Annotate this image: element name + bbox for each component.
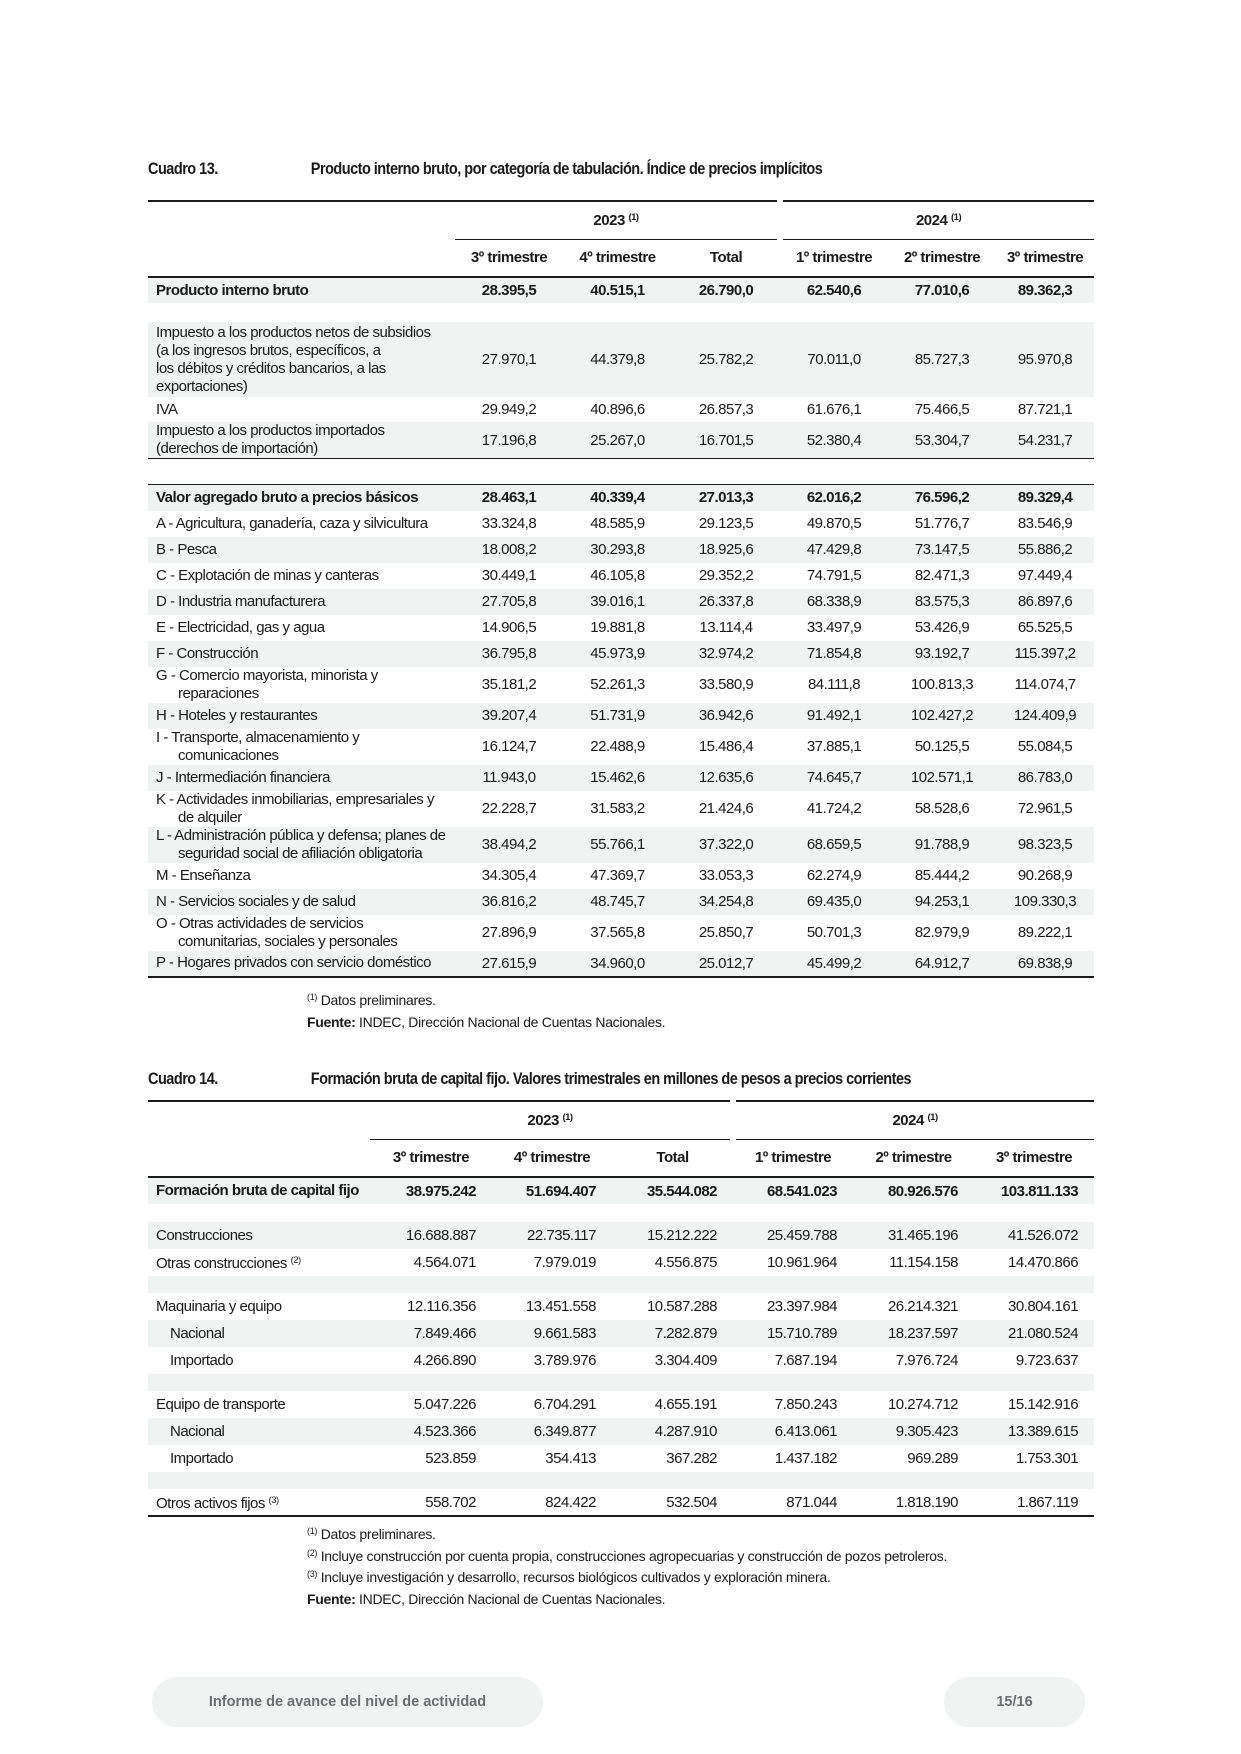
page-number: 15/16	[944, 1677, 1085, 1727]
table-row-iva: IVA 29.949,2 40.896,6 26.857,3 61.676,1 75.466,5 87.721,1	[156, 400, 1073, 418]
value-cell: 41.526.072	[1007, 1227, 1079, 1244]
value-cell: 115.397,2	[1014, 645, 1076, 662]
value-cell: 558.702	[370, 1489, 492, 1516]
value-cell: 9.305.423	[895, 1423, 959, 1440]
cuadro-14-table	[148, 1100, 1094, 1517]
value-cell: 4.564.071	[413, 1254, 476, 1271]
row-label: Formación bruta de capital fijo	[148, 1177, 370, 1204]
col-header: Total	[656, 1149, 689, 1167]
row-label: H - Hoteles y restaurantes	[156, 706, 318, 724]
value-cell: 9.723.637	[1015, 1352, 1079, 1369]
row-label: E - Electricidad, gas y agua	[156, 618, 325, 636]
value-cell: 45.973,9	[590, 645, 645, 662]
value-cell: 3.789.976	[533, 1352, 596, 1369]
spacer-row	[148, 1472, 1094, 1489]
value-cell: 91.492,1	[806, 707, 862, 724]
row-label: B - Pesca	[156, 540, 217, 558]
table-row-tra-nacional	[148, 1418, 1094, 1445]
value-cell: 94.253,1	[914, 893, 970, 910]
value-cell: 13.114,4	[699, 619, 753, 636]
value-cell: 1.437.182	[774, 1450, 838, 1467]
year-2024-header: 2024 $^{(1)}$	[733, 1101, 1094, 1139]
cuadro-14-caption: Formación bruta de capital fijo. Valores trimestrales en millones de pesos a precios corrientes	[310, 1070, 912, 1088]
value-cell: 90.268,9	[1017, 867, 1073, 884]
value-cell: 4.556.875	[654, 1254, 718, 1271]
row-label: N - Servicios sociales y de salud	[156, 892, 356, 910]
value-cell: 4.523.366	[413, 1423, 476, 1440]
value-cell: 10.587.288	[646, 1298, 718, 1315]
value-cell: 69.435,0	[806, 893, 862, 910]
col-header: Total	[709, 249, 743, 267]
table-row-maq-nacional	[148, 1320, 1094, 1347]
value-cell: 39.207,4	[481, 707, 537, 724]
value-cell: 47.369,7	[590, 867, 645, 884]
value-cell: 6.349.877	[533, 1423, 596, 1440]
value-cell: 69.838,9	[996, 951, 1094, 977]
value-cell: 41.724,2	[806, 800, 862, 817]
value-cell: 30.449,1	[481, 567, 537, 584]
value-cell: 26.214.321	[887, 1298, 959, 1315]
table-row	[148, 791, 1094, 827]
value-cell: 48.585,9	[590, 515, 645, 532]
row-label: O - Otras actividades de servicios comunitarias, sociales y personales	[156, 914, 398, 950]
col-header: 3º trimestre	[1006, 249, 1084, 267]
table-row-transporte	[148, 1391, 1094, 1418]
year-2024-header: 2024 $^{(1)}$	[780, 201, 1094, 239]
value-cell: 14.470.866	[1007, 1254, 1079, 1271]
row-label: L - Administración pública y defensa; planes de seguridad social de afiliación obligatoria	[156, 826, 446, 862]
spacer-row	[148, 1276, 1094, 1293]
value-cell: 52.261,3	[590, 676, 645, 693]
table-row	[148, 703, 1094, 729]
value-cell: 33.053,3	[698, 867, 754, 884]
value-cell: 15.212.222	[646, 1227, 718, 1244]
table-row	[148, 511, 1094, 537]
table-row-fbkf	[148, 1177, 1094, 1204]
value-cell: 16.124,7	[481, 738, 537, 755]
table-row	[148, 863, 1094, 889]
value-cell: 22.735.117	[527, 1227, 596, 1244]
value-cell: 51.694.407	[492, 1177, 612, 1204]
row-label: J - Intermediación financiera	[156, 768, 330, 786]
value-cell: 80.926.576	[853, 1177, 974, 1204]
row-label: Importado	[170, 1351, 234, 1369]
value-cell: 34.960,0	[563, 951, 672, 977]
row-label: G - Comercio mayorista, minorista y reparaciones	[156, 666, 378, 702]
row-label: P - Hogares privados con servicio doméstico	[148, 951, 455, 977]
row-label: D - Industria manufacturera	[156, 592, 326, 610]
value-cell: 84.111,8	[807, 676, 861, 693]
row-label: Nacional	[170, 1422, 225, 1440]
value-cell: 64.912,7	[888, 951, 996, 977]
value-cell: 26.337,8	[698, 593, 754, 610]
value-cell: 7.849.466	[413, 1325, 476, 1342]
year-2023-header: 2023 $^{(1)}$	[370, 1101, 733, 1139]
value-cell: 969.289	[907, 1450, 959, 1467]
value-cell: 4.266.890	[413, 1352, 476, 1369]
value-cell: 11.154.158	[889, 1254, 959, 1271]
table-row	[148, 641, 1094, 667]
value-cell: 33.324,8	[481, 515, 537, 532]
table-row-impuestos-netos: Impuesto a los productos netos de subsidios (a los ingresos brutos, específicos, a los débitos y créditos bancarios, a las exportaciones) 27.970,1 44.379,8 25.782,2 70.011,0 85.727,3 95.970,8	[148, 322, 1094, 397]
value-cell: 36.795,8	[481, 645, 537, 662]
col-header: 4º trimestre	[513, 1149, 591, 1167]
row-label: Importado	[170, 1449, 234, 1467]
value-cell: 871.044	[733, 1489, 853, 1516]
row-label: A - Agricultura, ganadería, caza y silvicultura	[156, 514, 428, 532]
value-cell: 7.687.194	[774, 1352, 838, 1369]
value-cell: 27.705,8	[481, 593, 537, 610]
spacer-row	[148, 1374, 1094, 1391]
value-cell: 15.462,6	[590, 769, 645, 786]
value-cell: 14.906,5	[481, 619, 537, 636]
value-cell: 29.123,5	[698, 515, 754, 532]
value-cell: 36.942,6	[698, 707, 754, 724]
value-cell: 73.147,5	[914, 541, 970, 558]
value-cell: 68.338,9	[806, 593, 862, 610]
value-cell: 25.459.788	[766, 1227, 838, 1244]
col-header: 3º trimestre	[470, 249, 548, 267]
value-cell: 5.047.226	[413, 1396, 476, 1413]
cuadro-14-title	[148, 1070, 911, 1089]
footer-report-title: Informe de avance del nivel de actividad	[152, 1677, 543, 1727]
value-cell: 97.449,4	[1017, 567, 1073, 584]
value-cell: 85.444,2	[914, 867, 970, 884]
row-label: Otros activos fijos $^{(3)}$	[148, 1489, 370, 1516]
value-cell: 21.080.524	[1007, 1325, 1079, 1342]
value-cell: 51.776,7	[914, 515, 970, 532]
table-row	[148, 889, 1094, 915]
value-cell: 103.811.133	[974, 1177, 1094, 1204]
value-cell: 7.282.879	[654, 1325, 718, 1342]
value-cell: 37.565,8	[590, 924, 645, 941]
value-cell: 82.471,3	[914, 567, 970, 584]
value-cell: 38.494,2	[481, 836, 537, 853]
row-label: F - Construcción	[156, 644, 259, 662]
value-cell: 48.745,7	[590, 893, 645, 910]
value-cell: 34.305,4	[481, 867, 537, 884]
spacer-row	[148, 1204, 1094, 1222]
cuadro-13-number: Cuadro 13.	[148, 160, 218, 178]
table-row	[148, 563, 1094, 589]
table-row	[148, 915, 1094, 951]
value-cell: 19.881,8	[590, 619, 645, 636]
cuadro-13-footnote-1: $^{(1)}$ Datos preliminares.	[307, 992, 436, 1008]
value-cell: 83.575,3	[914, 593, 970, 610]
table-row	[148, 667, 1094, 703]
value-cell: 7.979.019	[533, 1254, 596, 1271]
value-cell: 39.016,1	[590, 593, 645, 610]
value-cell: 6.704.291	[533, 1396, 596, 1413]
value-cell: 50.701,3	[806, 924, 862, 941]
value-cell: 45.499,2	[780, 951, 888, 977]
col-header: 1º trimestre	[795, 249, 873, 267]
value-cell: 55.766,1	[590, 836, 645, 853]
row-label: C - Explotación de minas y canteras	[156, 566, 379, 584]
table-row-maquinaria	[148, 1293, 1094, 1320]
value-cell: 91.788,9	[914, 836, 970, 853]
row-label: I - Transporte, almacenamiento y comunicaciones	[156, 728, 360, 764]
value-cell: 102.427,2	[910, 707, 974, 724]
cuadro-13-title	[148, 160, 822, 179]
table-row	[148, 615, 1094, 641]
value-cell: 30.293,8	[590, 541, 645, 558]
year-2023-header: 2023 $^{(1)}$	[455, 201, 780, 239]
value-cell: 38.975.242	[370, 1177, 492, 1204]
value-cell: 34.254,8	[698, 893, 754, 910]
value-cell: 114.074,7	[1014, 676, 1076, 693]
value-cell: 18.008,2	[481, 541, 537, 558]
value-cell: 15.142.916	[1007, 1396, 1079, 1413]
value-cell: 31.465.196	[887, 1227, 959, 1244]
col-header: 2º trimestre	[903, 249, 981, 267]
table-row-pib: Producto interno bruto 28.395,5 40.515,1 26.790,0 62.540,6 77.010,6 89.362,3	[148, 277, 1094, 303]
value-cell: 74.645,7	[806, 769, 862, 786]
value-cell: 4.655.191	[654, 1396, 718, 1413]
value-cell: 7.850.243	[774, 1396, 838, 1413]
value-cell: 824.422	[492, 1489, 612, 1516]
value-cell: 37.322,0	[698, 836, 754, 853]
value-cell: 1.753.301	[1015, 1450, 1079, 1467]
row-label: Nacional	[170, 1324, 225, 1342]
cuadro-13-caption: Producto interno bruto, por categoría de tabulación. Índice de precios implícitos	[310, 160, 823, 178]
row-label: K - Actividades inmobiliarias, empresariales y de alquiler	[156, 790, 434, 826]
table-row-otros-activos	[148, 1489, 1094, 1516]
row-label: Equipo de transporte	[156, 1395, 286, 1413]
value-cell: 124.409,9	[1013, 707, 1077, 724]
value-cell: 9.661.583	[533, 1325, 596, 1342]
table-row	[148, 827, 1094, 863]
table-row-vab: Valor agregado bruto a precios básicos 28.463,1 40.339,4 27.013,3 62.016,2 76.596,2 89.329,4	[148, 485, 1094, 511]
value-cell: 25.012,7	[672, 951, 780, 977]
value-cell: 6.413.061	[774, 1423, 838, 1440]
row-label: M - Enseñanza	[156, 866, 251, 884]
value-cell: 532.504	[612, 1489, 733, 1516]
table-row	[148, 589, 1094, 615]
value-cell: 68.541.023	[733, 1177, 853, 1204]
row-label: Construcciones	[156, 1226, 253, 1244]
value-cell: 22.228,7	[481, 800, 537, 817]
table-row-maq-importado	[148, 1347, 1094, 1374]
value-cell: 37.885,1	[806, 738, 862, 755]
value-cell: 13.451.558	[525, 1298, 596, 1315]
cuadro-14-footnote-3: $^{(3)}$ Incluye investigación y desarrollo, recursos biológicos cultivados y exploración minera.	[307, 1569, 831, 1585]
row-label: Otras construcciones $^{(2)}$	[156, 1255, 301, 1272]
value-cell: 33.580,9	[698, 676, 754, 693]
value-cell: 15.486,4	[698, 738, 754, 755]
value-cell: 31.583,2	[590, 800, 645, 817]
value-cell: 72.961,5	[1017, 800, 1073, 817]
cuadro-14-footnote-2: $^{(2)}$ Incluye construcción por cuenta propia, construcciones agropecuarias y construcción de pozos petroleros.	[307, 1548, 948, 1564]
value-cell: 50.125,5	[914, 738, 970, 755]
value-cell: 33.497,9	[806, 619, 862, 636]
value-cell: 354.413	[545, 1450, 596, 1467]
value-cell: 35.544.082	[612, 1177, 733, 1204]
value-cell: 65.525,5	[1017, 619, 1073, 636]
value-cell: 35.181,2	[481, 676, 537, 693]
value-cell: 18.237.597	[887, 1325, 959, 1342]
value-cell: 51.731,9	[590, 707, 645, 724]
value-cell: 46.105,8	[590, 567, 645, 584]
value-cell: 29.352,2	[698, 567, 754, 584]
row-label: Maquinaria y equipo	[156, 1297, 282, 1315]
value-cell: 86.783,0	[1017, 769, 1073, 786]
value-cell: 13.389.615	[1007, 1423, 1079, 1440]
value-cell: 11.943,0	[482, 769, 536, 786]
value-cell: 53.426,9	[914, 619, 970, 636]
value-cell: 25.850,7	[698, 924, 754, 941]
table-row-impuestos-importados: Impuesto a los productos importados (derechos de importación) 17.196,8 25.267,0 16.701,5 52.380,4 53.304,7 54.231,7	[148, 422, 1094, 459]
value-cell: 12.116.356	[407, 1298, 476, 1315]
value-cell: 15.710.789	[766, 1325, 838, 1342]
value-cell: 68.659,5	[806, 836, 862, 853]
table-row	[148, 765, 1094, 791]
value-cell: 109.330,3	[1013, 893, 1077, 910]
value-cell: 71.854,8	[806, 645, 862, 662]
value-cell: 82.979,9	[914, 924, 970, 941]
table-row-tra-importado	[148, 1445, 1094, 1472]
cuadro-14-footnote-1: $^{(1)}$ Datos preliminares.	[307, 1526, 436, 1542]
table-row-otras-construcciones	[148, 1249, 1094, 1276]
cuadro-13-source: Fuente: INDEC, Dirección Nacional de Cuentas Nacionales.	[307, 1014, 666, 1030]
col-header: 2º trimestre	[875, 1149, 952, 1167]
cuadro-14-number: Cuadro 14.	[148, 1070, 218, 1088]
value-cell: 102.571,1	[910, 769, 974, 786]
table-row	[148, 729, 1094, 765]
value-cell: 47.429,8	[806, 541, 862, 558]
value-cell: 62.274,9	[806, 867, 862, 884]
value-cell: 55.084,5	[1017, 738, 1073, 755]
col-header: 3º trimestre	[392, 1149, 470, 1167]
value-cell: 4.287.910	[654, 1423, 718, 1440]
value-cell: 58.528,6	[914, 800, 970, 817]
value-cell: 27.615,9	[455, 951, 563, 977]
value-cell: 7.976.724	[895, 1352, 959, 1369]
table-row-construcciones	[148, 1222, 1094, 1249]
value-cell: 1.818.190	[853, 1489, 974, 1516]
col-header: 1º trimestre	[754, 1149, 832, 1167]
value-cell: 93.192,7	[914, 645, 970, 662]
value-cell: 32.974,2	[698, 645, 754, 662]
cuadro-14-source: Fuente: INDEC, Dirección Nacional de Cuentas Nacionales.	[307, 1591, 666, 1607]
value-cell: 1.867.119	[974, 1489, 1094, 1516]
value-cell: 3.304.409	[654, 1352, 718, 1369]
value-cell: 21.424,6	[698, 800, 754, 817]
table-row	[148, 951, 1094, 977]
table-row	[148, 537, 1094, 563]
value-cell: 100.813,3	[910, 676, 974, 693]
value-cell: 18.925,6	[698, 541, 754, 558]
value-cell: 23.397.984	[766, 1298, 838, 1315]
value-cell: 49.870,5	[806, 515, 862, 532]
value-cell: 36.816,2	[481, 893, 537, 910]
value-cell: 89.222,1	[1017, 924, 1073, 941]
value-cell: 74.791,5	[806, 567, 862, 584]
value-cell: 30.804.161	[1007, 1298, 1079, 1315]
col-header: 4º trimestre	[579, 249, 656, 267]
value-cell: 367.282	[666, 1450, 718, 1467]
value-cell: 98.323,5	[1017, 836, 1073, 853]
value-cell: 83.546,9	[1017, 515, 1073, 532]
value-cell: 16.688.887	[405, 1227, 476, 1244]
value-cell: 55.886,2	[1017, 541, 1073, 558]
value-cell: 523.859	[425, 1450, 476, 1467]
value-cell: 10.961.964	[766, 1254, 838, 1271]
value-cell: 12.635,6	[698, 769, 754, 786]
col-header: 3º trimestre	[995, 1149, 1073, 1167]
value-cell: 22.488,9	[590, 738, 645, 755]
value-cell: 27.896,9	[481, 924, 537, 941]
value-cell: 10.274.712	[887, 1396, 959, 1413]
cuadro-13-table	[148, 200, 1094, 978]
value-cell: 86.897,6	[1017, 593, 1073, 610]
